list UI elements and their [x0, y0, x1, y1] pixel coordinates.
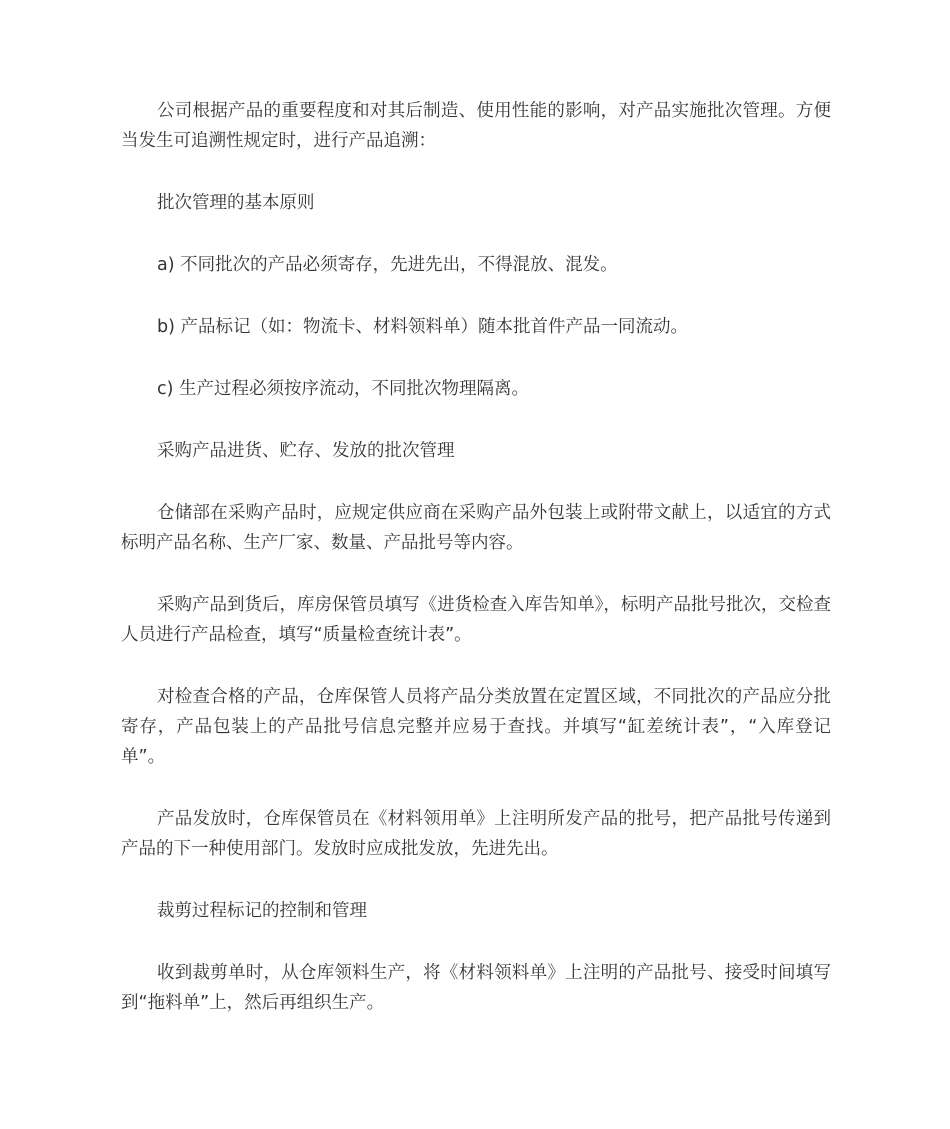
paragraph-intro: 公司根据产品的重要程度和对其后制造、使用性能的影响，对产品实施批次管理。方便当发生可追溯性规定时，进行产品追溯： [121, 101, 831, 151]
paragraph-issuing: 产品发放时，仓库保管员在《材料领用单》上注明所发产品的批号，把产品批号传递到产品的下一种使用部门。发放时应成批发放，先进先出。 [121, 809, 831, 859]
paragraph-purchase-labeling: 仓储部在采购产品时，应规定供应商在采购产品外包装上或附带文献上，以适宜的方式标明产品名称、生产厂家、数量、产品批号等内容。 [121, 503, 831, 553]
paragraph-principle-a: a) 不同批次的产品必须寄存，先进先出，不得混放、混发。 [157, 255, 618, 275]
paragraph-principle-b: b) 产品标记（如：物流卡、材料领料单）随本批首件产品一同流动。 [157, 317, 688, 337]
paragraph-principle-c: c) 生产过程必须按序流动，不同批次物理隔离。 [157, 379, 530, 399]
heading-batch-principles: 批次管理的基本原则 [157, 193, 315, 213]
paragraph-arrival-inspection: 采购产品到货后，库房保管员填写《进货检查入库告知单》，标明产品批号批次，交检查人员进行产品检查，填写“质量检查统计表”。 [121, 595, 831, 645]
heading-cutting-process: 裁剪过程标记的控制和管理 [157, 901, 367, 921]
heading-purchase-batch: 采购产品进货、贮存、发放的批次管理 [157, 441, 455, 461]
document-body [121, 96, 831, 1018]
paragraph-storage: 对检查合格的产品，仓库保管人员将产品分类放置在定置区域，不同批次的产品应分批寄存，产品包装上的产品批号信息完整并应易于查找。并填写“缸差统计表”，“入库登记单”。 [121, 687, 831, 767]
paragraph-cutting-order: 收到裁剪单时，从仓库领料生产，将《材料领料单》上注明的产品批号、接受时间填写到“拖料单”上，然后再组织生产。 [121, 963, 831, 1013]
